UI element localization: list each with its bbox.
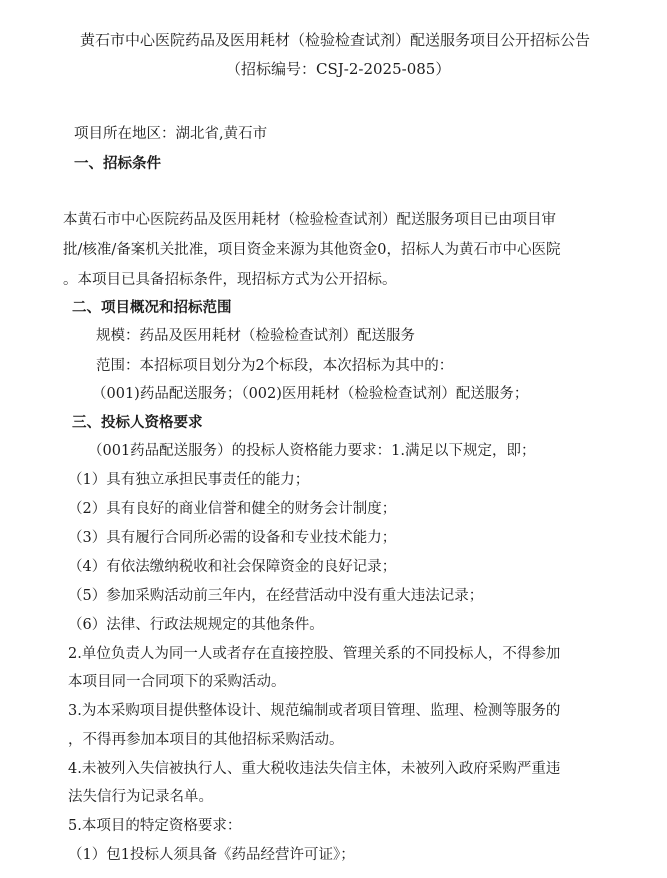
section-heading-bidder-qualifications: 三、投标人资格要求 — [72, 415, 203, 431]
paragraph-line: 规模：药品及医用耗材（检验检查试剂）配送服务 — [96, 328, 415, 344]
list-item: （3）具有履行合同所必需的设备和专业技术能力； — [68, 530, 397, 546]
tender-code: （招标编号：CSJ-2-2025-085） — [226, 60, 451, 78]
paragraph-line: 5.本项目的特定资格要求： — [68, 818, 242, 834]
paragraph-line: 3.为本采购项目提供整体设计、规范编制或者项目管理、监理、检测等服务的 — [68, 703, 561, 719]
list-item: （1）具有独立承担民事责任的能力； — [68, 472, 310, 488]
paragraph-line: 本项目同一合同项下的采购活动。 — [68, 674, 286, 690]
section-heading-tender-conditions: 一、招标条件 — [74, 156, 161, 172]
list-item: （6）法律、行政法规规定的其他条件。 — [68, 617, 324, 633]
paragraph-line: 法失信行为记录名单。 — [68, 789, 213, 805]
list-item: （1）包1投标人须具备《药品经营许可证》； — [68, 847, 355, 863]
paragraph-line: 本黄石市中心医院药品及医用耗材（检验检查试剂）配送服务项目已由项目审 — [63, 212, 556, 228]
list-item: （5）参加采购活动前三年内，在经营活动中没有重大违法记录； — [68, 588, 484, 604]
project-region: 项目所在地区：湖北省,黄石市 — [74, 126, 268, 142]
paragraph-line: 4.未被列入失信被执行人、重大税收违法失信主体，未被列入政府采购严重违 — [68, 761, 561, 777]
paragraph-line: ，不得再参加本项目的其他招标采购活动。 — [68, 732, 344, 748]
paragraph-line: 。本项目已具备招标条件，现招标方式为公开招标。 — [63, 272, 397, 288]
paragraph-line: 范围：本招标项目划分为2个标段，本次招标为其中的： — [96, 358, 454, 374]
list-item: （2）具有良好的商业信誉和健全的财务会计制度； — [68, 501, 397, 517]
paragraph-line: （001药品配送服务）的投标人资格能力要求：1.满足以下规定，即； — [88, 443, 536, 459]
paragraph-line: 2.单位负责人为同一人或者存在直接控股、管理关系的不同投标人，不得参加 — [68, 646, 561, 662]
section-heading-project-overview: 二、项目概况和招标范围 — [72, 300, 232, 316]
list-item: （4）有依法缴纳税收和社会保障资金的良好记录； — [68, 559, 397, 575]
paragraph-line: （001)药品配送服务；（002)医用耗材（检验检查试剂）配送服务； — [92, 386, 529, 402]
document-title: 黄石市中心医院药品及医用耗材（检验检查试剂）配送服务项目公开招标公告 — [80, 31, 591, 49]
paragraph-line: 批/核准/备案机关批准，项目资金来源为其他资金0，招标人为黄石市中心医院 — [63, 242, 561, 258]
